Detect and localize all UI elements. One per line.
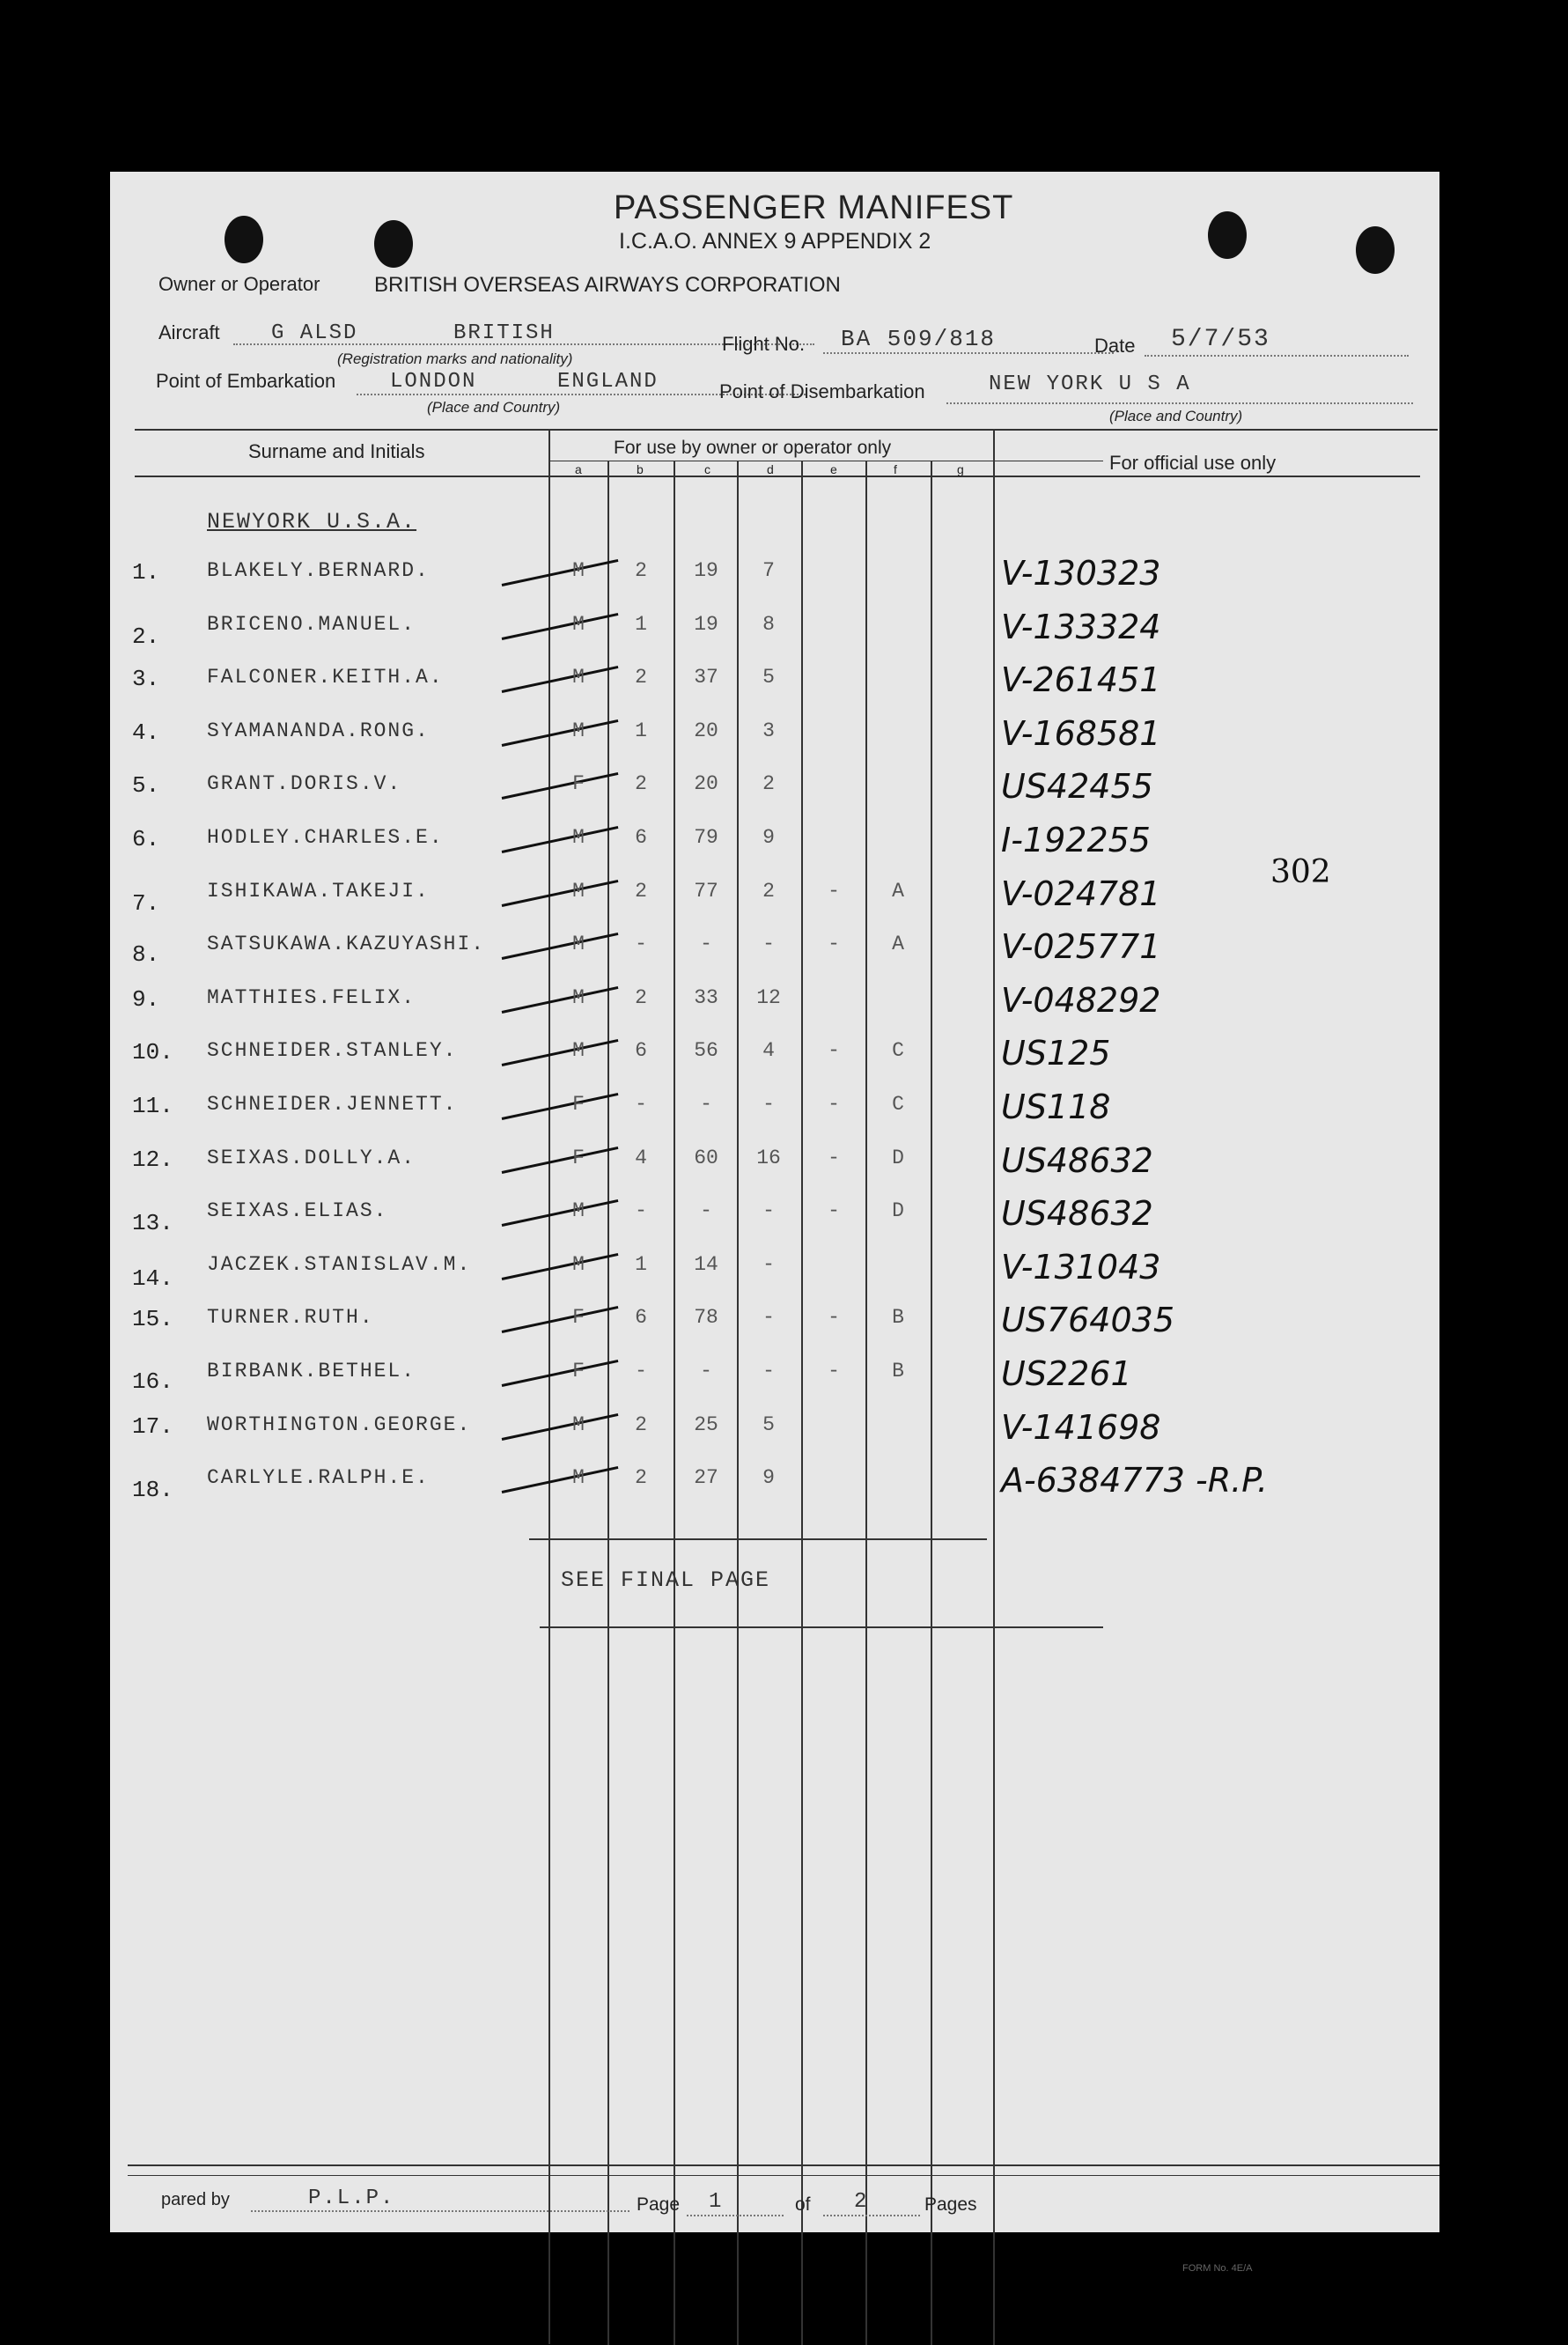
cell-d: - <box>762 933 775 956</box>
col-surname-header: Surname and Initials <box>248 440 425 462</box>
official-number: I-192255 <box>1001 821 1151 859</box>
margin-note: 302 <box>1270 854 1331 890</box>
cell-b: 1 <box>635 719 647 742</box>
cell-c: - <box>700 1093 712 1116</box>
passenger-name: WORTHINGTON.GEORGE. <box>207 1412 472 1436</box>
col-divider-official <box>993 429 995 2344</box>
subcol-letter-d: d <box>767 462 774 476</box>
cell-c: - <box>700 1199 712 1223</box>
official-number: US764035 <box>1001 1301 1174 1340</box>
punch-hole-right-1 <box>1208 211 1247 259</box>
cell-d: - <box>762 1252 775 1276</box>
passenger-name: TURNER.RUTH. <box>207 1306 374 1330</box>
cell-b: 4 <box>635 1146 647 1169</box>
cell-c: 14 <box>694 1252 718 1276</box>
official-number: US118 <box>1001 1088 1111 1126</box>
cell-e: - <box>828 1146 840 1169</box>
cell-a: M <box>572 985 585 1009</box>
cell-e: - <box>828 1199 840 1223</box>
cell-f: B <box>892 1360 904 1383</box>
subcol-letter-c: c <box>704 462 710 476</box>
row-number: 6. <box>132 826 160 852</box>
passenger-name: SEIXAS.DOLLY.A. <box>207 1146 416 1169</box>
footer-rule-1 <box>128 2164 1439 2166</box>
total-pages-dotline <box>823 2215 920 2216</box>
cell-c: 33 <box>694 985 718 1009</box>
col-divider-7 <box>931 461 932 2345</box>
cell-c: 20 <box>694 719 718 742</box>
cell-c: 77 <box>694 879 718 903</box>
cell-a: F <box>572 1306 585 1330</box>
cell-d: - <box>762 1360 775 1383</box>
col-divider-5 <box>801 461 803 2345</box>
cell-d: - <box>762 1093 775 1116</box>
passenger-name: SCHNEIDER.STANLEY. <box>207 1039 458 1063</box>
pages-label: Pages <box>924 2194 977 2215</box>
cell-b: 2 <box>635 985 647 1009</box>
passenger-name: SYAMANANDA.RONG. <box>207 719 430 742</box>
official-number: V-261451 <box>1001 660 1161 700</box>
official-number: V-024781 <box>1001 874 1161 913</box>
official-number: US42455 <box>1001 767 1153 807</box>
flight-number: BA 509/818 <box>841 326 997 352</box>
passenger-name: JACZEK.STANISLAV.M. <box>207 1252 472 1276</box>
official-number: V-133324 <box>1001 607 1161 646</box>
official-number: A-6384773 -R.P. <box>1001 1461 1268 1501</box>
passenger-name: SATSUKAWA.KAZUYASHI. <box>207 933 486 956</box>
embarkation-label: Point of Embarkation <box>156 370 336 392</box>
cell-c: 20 <box>694 772 718 796</box>
cell-c: 60 <box>694 1146 718 1169</box>
cell-b: - <box>635 1199 647 1223</box>
document-title: PASSENGER MANIFEST <box>614 189 1014 226</box>
cell-d: 4 <box>762 1039 775 1063</box>
cell-b: 2 <box>635 879 647 903</box>
row-number: 13. <box>132 1210 173 1237</box>
punch-hole-left-1 <box>225 216 263 263</box>
cell-c: 79 <box>694 826 718 849</box>
row-number: 15. <box>132 1306 173 1333</box>
row-number: 17. <box>132 1412 173 1440</box>
disembarkation-dotline <box>946 402 1413 404</box>
disembarkation-label: Point of Disembarkation <box>719 380 925 402</box>
page-number: 1 <box>709 2190 724 2214</box>
passenger-name: BIRBANK.BETHEL. <box>207 1360 416 1383</box>
cell-e: - <box>828 1306 840 1330</box>
cell-b: 2 <box>635 772 647 796</box>
cell-a: F <box>572 1360 585 1383</box>
official-number: V-141698 <box>1001 1407 1161 1447</box>
official-number: US48632 <box>1001 1194 1153 1234</box>
cell-c: 19 <box>694 612 718 636</box>
cell-b: 6 <box>635 826 647 849</box>
cell-c: 19 <box>694 559 718 582</box>
row-number: 4. <box>132 719 160 746</box>
owner-label: Owner or Operator <box>158 273 320 295</box>
row-number: 8. <box>132 941 160 969</box>
row-number: 3. <box>132 666 160 693</box>
cell-d: 5 <box>762 1412 775 1436</box>
cell-d: 12 <box>756 985 781 1009</box>
passenger-name: SEIXAS.ELIAS. <box>207 1199 388 1223</box>
col-divider-6 <box>865 461 867 2345</box>
destination-heading: NEWYORK U.S.A. <box>207 509 417 535</box>
official-number: US125 <box>1001 1034 1111 1073</box>
total-pages: 2 <box>854 2190 869 2214</box>
row-number: 14. <box>132 1265 173 1292</box>
cell-a: M <box>572 826 585 849</box>
cell-a: M <box>572 1412 585 1436</box>
aircraft-nationality: BRITISH <box>453 321 555 345</box>
footer-rule-2 <box>128 2175 1439 2176</box>
col-divider-1 <box>548 429 550 2344</box>
official-number: V-131043 <box>1001 1247 1161 1287</box>
cell-d: 8 <box>762 612 775 636</box>
row-number: 7. <box>132 889 160 917</box>
cell-a: M <box>572 612 585 636</box>
punch-hole-left-2 <box>374 220 413 268</box>
row-number: 12. <box>132 1146 173 1173</box>
passenger-name: FALCONER.KEITH.A. <box>207 666 444 689</box>
prepared-by-value: P.L.P. <box>308 2186 395 2210</box>
passenger-name: CARLYLE.RALPH.E. <box>207 1466 430 1490</box>
passenger-name: HODLEY.CHARLES.E. <box>207 826 444 849</box>
subcol-letter-b: b <box>637 462 644 476</box>
col-owner-use-header: For use by owner or operator only <box>614 438 892 458</box>
page-label: Page <box>637 2194 681 2215</box>
cell-a: M <box>572 879 585 903</box>
form-number: FORM No. 4E/A <box>1182 2263 1253 2274</box>
page-dotline <box>687 2215 784 2216</box>
aircraft-registration: G ALSD <box>271 321 358 345</box>
cell-e: - <box>828 1039 840 1063</box>
col-divider-4 <box>737 461 739 2345</box>
punch-hole-right-2 <box>1356 226 1395 274</box>
cell-a: M <box>572 1466 585 1490</box>
embarkation-city: LONDON <box>390 370 477 394</box>
official-number: V-048292 <box>1001 980 1161 1020</box>
subcol-letter-e: e <box>830 462 837 476</box>
cell-b: 2 <box>635 666 647 689</box>
cell-e: - <box>828 879 840 903</box>
date-value: 5/7/53 <box>1171 326 1270 353</box>
passenger-name: SCHNEIDER.JENNETT. <box>207 1093 458 1116</box>
cell-f: A <box>892 879 904 903</box>
cell-a: M <box>572 666 585 689</box>
embarkation-country: ENGLAND <box>557 370 659 394</box>
col-divider-3 <box>674 461 675 2345</box>
cell-e: - <box>828 1360 840 1383</box>
col-divider-2 <box>607 461 609 2345</box>
cell-e: - <box>828 933 840 956</box>
passenger-name: ISHIKAWA.TAKEJI. <box>207 879 430 903</box>
cell-d: 7 <box>762 559 775 582</box>
cell-d: - <box>762 1306 775 1330</box>
of-label: of <box>795 2194 811 2215</box>
cell-d: 16 <box>756 1146 781 1169</box>
prepared-by-dotline <box>251 2210 629 2212</box>
subcol-letter-f: f <box>894 462 897 476</box>
cell-a: F <box>572 1093 585 1116</box>
flight-dotline <box>823 352 1114 354</box>
cell-b: 1 <box>635 612 647 636</box>
cell-b: 2 <box>635 1412 647 1436</box>
cell-c: - <box>700 933 712 956</box>
cell-b: 1 <box>635 1252 647 1276</box>
cell-a: M <box>572 719 585 742</box>
table-top-rule <box>135 429 1438 431</box>
end-box-top-rule <box>529 1538 987 1540</box>
official-number: US48632 <box>1001 1140 1153 1180</box>
official-number: US2261 <box>1001 1354 1132 1393</box>
row-number: 1. <box>132 559 160 586</box>
cell-b: - <box>635 1093 647 1116</box>
prepared-by-label: pared by <box>161 2190 230 2209</box>
row-number: 2. <box>132 623 160 650</box>
manifest-sheet <box>110 172 1439 2274</box>
flight-label: Flight No. <box>722 333 806 355</box>
col-official-header: For official use only <box>1109 452 1277 474</box>
cell-a: M <box>572 933 585 956</box>
subcol-letter-a: a <box>575 462 582 476</box>
see-final-page-note: SEE FINAL PAGE <box>561 1567 771 1593</box>
passenger-name: BRICENO.MANUEL. <box>207 612 416 636</box>
owner-value: BRITISH OVERSEAS AIRWAYS CORPORATION <box>374 273 841 297</box>
cell-f: C <box>892 1039 904 1063</box>
cell-d: 5 <box>762 666 775 689</box>
row-number: 16. <box>132 1368 173 1395</box>
cell-c: - <box>700 1360 712 1383</box>
cell-b: - <box>635 1360 647 1383</box>
cell-d: - <box>762 1199 775 1223</box>
row-number: 5. <box>132 772 160 800</box>
disembarkation-caption: (Place and Country) <box>1109 408 1243 424</box>
cell-f: C <box>892 1093 904 1116</box>
cell-d: 9 <box>762 826 775 849</box>
cell-f: D <box>892 1146 904 1169</box>
cell-c: 25 <box>694 1412 718 1436</box>
cell-d: 2 <box>762 772 775 796</box>
cell-a: M <box>572 1039 585 1063</box>
aircraft-label: Aircraft <box>158 321 220 343</box>
cell-f: B <box>892 1306 904 1330</box>
row-number: 11. <box>132 1093 173 1119</box>
cell-c: 27 <box>694 1466 718 1490</box>
cell-b: 6 <box>635 1039 647 1063</box>
cell-f: A <box>892 933 904 956</box>
cell-a: M <box>572 559 585 582</box>
document-subtitle: I.C.A.O. ANNEX 9 APPENDIX 2 <box>619 229 931 254</box>
subcol-letter-g: g <box>957 462 964 476</box>
cell-d: 3 <box>762 719 775 742</box>
row-number: 18. <box>132 1477 173 1504</box>
cell-c: 37 <box>694 666 718 689</box>
cell-b: 2 <box>635 559 647 582</box>
cell-a: F <box>572 772 585 796</box>
cell-b: 2 <box>635 1466 647 1490</box>
table-header-rule <box>135 476 1420 477</box>
official-number: V-130323 <box>1001 554 1161 593</box>
cell-a: M <box>572 1252 585 1276</box>
disembarkation-value: NEW YORK U S A <box>989 372 1191 396</box>
cell-b: 6 <box>635 1306 647 1330</box>
cell-f: D <box>892 1199 904 1223</box>
end-box-bottom-rule <box>540 1626 1103 1628</box>
passenger-name: GRANT.DORIS.V. <box>207 772 402 796</box>
cell-b: - <box>635 933 647 956</box>
cell-c: 56 <box>694 1039 718 1063</box>
official-number: V-168581 <box>1001 713 1161 753</box>
cell-e: - <box>828 1093 840 1116</box>
date-label: Date <box>1094 335 1136 357</box>
date-dotline <box>1145 355 1409 357</box>
embarkation-caption: (Place and Country) <box>427 399 561 416</box>
cell-a: M <box>572 1199 585 1223</box>
passenger-name: MATTHIES.FELIX. <box>207 985 416 1009</box>
cell-c: 78 <box>694 1306 718 1330</box>
cell-d: 2 <box>762 879 775 903</box>
official-number: V-025771 <box>1001 927 1161 967</box>
row-number: 9. <box>132 985 160 1013</box>
cell-d: 9 <box>762 1466 775 1490</box>
passenger-name: BLAKELY.BERNARD. <box>207 559 430 582</box>
aircraft-caption: (Registration marks and nationality) <box>337 350 573 367</box>
cell-a: F <box>572 1146 585 1169</box>
row-number: 10. <box>132 1039 173 1066</box>
